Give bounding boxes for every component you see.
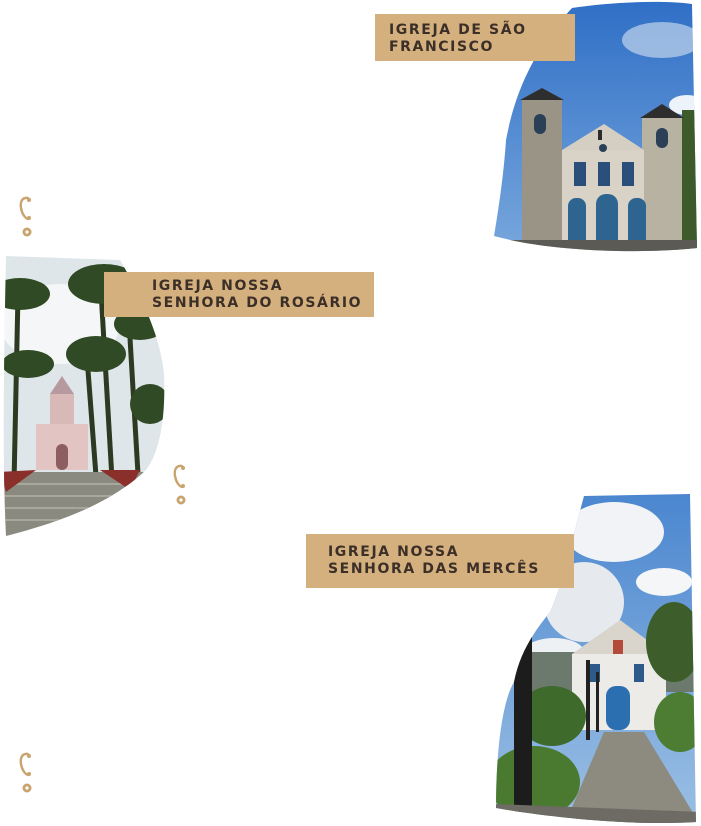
- label-line-2: SENHORA DAS MERCÊS: [328, 561, 540, 577]
- label-line-1: IGREJA NOSSA: [152, 278, 284, 294]
- phone-location-icon: [17, 196, 33, 238]
- label-line-1: IGREJA NOSSA: [328, 544, 460, 560]
- label-line-2: SENHORA DO ROSÁRIO: [152, 295, 363, 311]
- label-igreja-rosario: [104, 272, 374, 317]
- label-igreja-sao-francisco: [375, 14, 575, 61]
- label-igreja-merces: [306, 534, 574, 588]
- label-line-2: FRANCISCO: [389, 39, 495, 55]
- label-line-1: IGREJA DE SÃO: [389, 22, 527, 38]
- phone-location-icon: [171, 464, 187, 506]
- phone-location-icon: [17, 752, 33, 794]
